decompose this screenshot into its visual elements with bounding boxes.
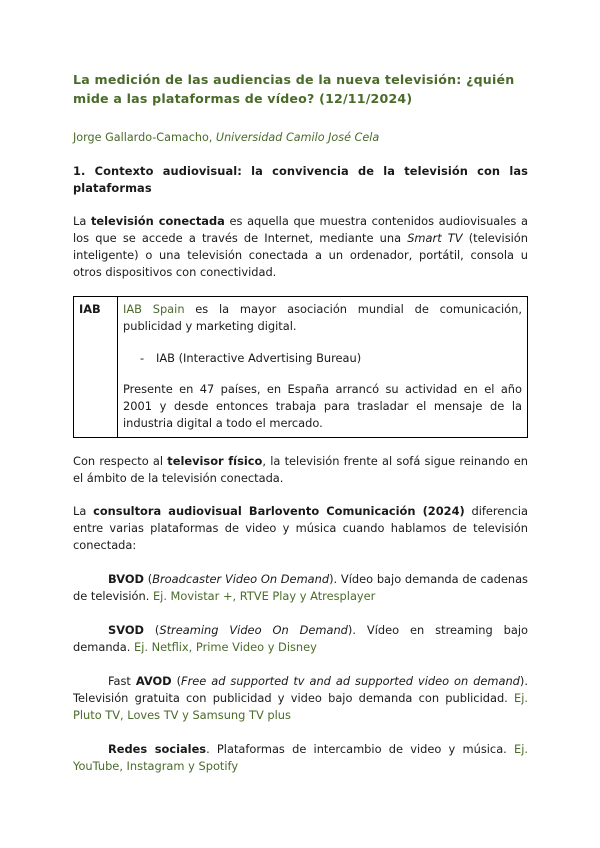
consultora-paragraph: La consultora audiovisual Barlovento Comunicación (2024) diferencia entre varias plataformas de video y música cuando hablamos de televisión conectada: — [73, 504, 528, 552]
redes-examples: Ej. YouTube, Instagram y Spotify — [73, 742, 529, 773]
definition-svod: SVOD (Streaming Video On Demand). Vídeo en streaming bajo demanda. Ej. Netflix, Prime Video y Disney — [73, 623, 528, 654]
term-televisor-fisico: televisor físico — [167, 454, 263, 468]
definition-bvod: BVOD (Broadcaster Video On Demand). Vídeo bajo demanda de cadenas de televisión. Ej. Movistar +, RTVE Play y Atresplayer — [73, 572, 528, 603]
televisor-fisico-paragraph: Con respecto al televisor físico, la televisión frente al sofá sigue reinando en el ámbito de la televisión conectada. — [73, 454, 528, 485]
fast-avod-examples: Ej. Pluto TV, Loves TV y Samsung TV plus — [73, 691, 528, 722]
iab-content — [118, 297, 528, 438]
section-heading: 1. Contexto audiovisual: la convivencia de la televisión con las plataformas — [73, 164, 528, 195]
iab-info-box — [73, 296, 528, 438]
iab-label: IAB — [74, 297, 118, 438]
author-institution: Universidad Camilo José Cela — [215, 131, 380, 144]
svod-examples: Ej. Netflix, Prime Video y Disney — [134, 640, 317, 654]
author-line — [73, 130, 528, 146]
document-title: La medición de las audiencias de la nueva televisión: ¿quién mide a las plataformas de vídeo? (12/11/2024) — [73, 72, 515, 106]
iab-description: IAB Spain es la mayor asociación mundial de comunicación, publicidad y marketing digital. — [123, 302, 522, 333]
bvod-examples: Ej. Movistar +, RTVE Play y Atresplayer — [152, 589, 376, 603]
document-page — [73, 70, 528, 775]
iab-history: Presente en 47 países, en España arrancó su actividad en el año 2001 y desde entonces trabaja para trasladar el mensaje de la industria digital a todo el mercado. — [123, 382, 522, 430]
definition-fast-avod: Fast AVOD (Free ad supported tv and ad supported video on demand). Televisión gratuita con publicidad y video bajo demanda con publicidad. Ej. Pluto TV, Loves TV y Samsung TV plus — [73, 674, 528, 722]
intro-paragraph: La televisión conectada es aquella que muestra contenidos audiovisuales a los que se accede a través de Internet, mediante una Smart TV (televisión inteligente) o una televisión conectada a un ordenador, portátil, consola u otros dispositivos con conectividad. — [73, 214, 528, 279]
iab-spain-link[interactable]: IAB Spain — [123, 302, 185, 316]
term-consultora: consultora audiovisual Barlovento Comunicación (2024) — [93, 504, 465, 518]
iab-bullet — [140, 350, 522, 367]
bullet-dash: - — [140, 351, 145, 365]
definition-redes-sociales: Redes sociales. Plataformas de intercambio de video y música. Ej. YouTube, Instagram y Spotify — [73, 742, 529, 773]
iab-bullet-text: IAB (Interactive Advertising Bureau) — [156, 351, 362, 365]
term-television-conectada: televisión conectada — [90, 214, 225, 228]
term-smart-tv: Smart TV — [407, 231, 463, 245]
author-name: Jorge Gallardo-Camacho, — [73, 131, 216, 144]
